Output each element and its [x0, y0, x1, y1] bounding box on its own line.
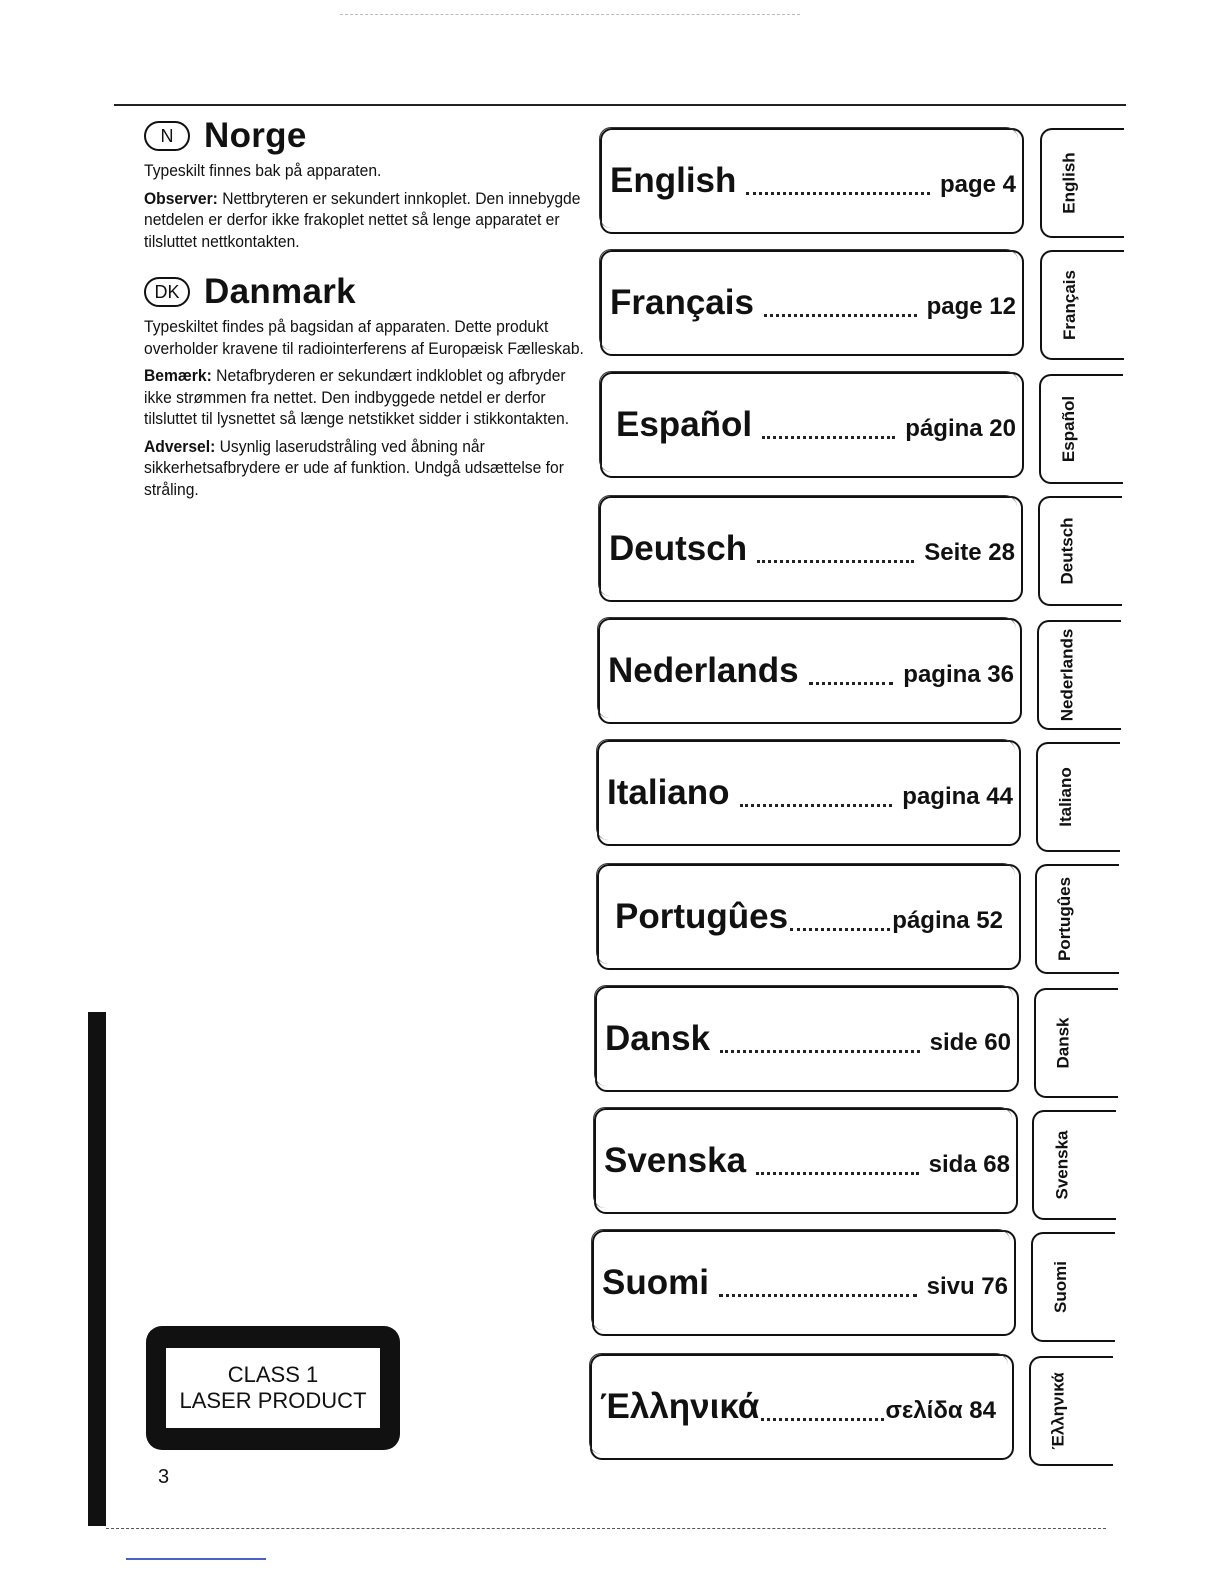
lang-entry-francais[interactable]	[600, 250, 1024, 356]
tab-label-wrap	[1042, 744, 1090, 850]
tab-suomi[interactable]	[1031, 1232, 1115, 1342]
tab-espanol[interactable]	[1039, 374, 1123, 484]
lang-name: English	[610, 161, 737, 200]
tab-ellinika[interactable]	[1029, 1356, 1113, 1466]
tab-italiano[interactable]	[1036, 742, 1120, 852]
tab-label-wrap	[1041, 866, 1089, 972]
lang-page: σελίδα 84	[885, 1397, 996, 1424]
tab-label: Dansk	[1054, 1017, 1073, 1069]
tab-label-wrap	[1040, 990, 1088, 1096]
leader-dots	[764, 314, 917, 317]
tab-label-wrap	[1045, 376, 1093, 482]
lang-entry-deutsch[interactable]	[599, 496, 1023, 602]
danmark-paragraph-2	[144, 365, 586, 430]
leader-dots	[761, 1418, 883, 1421]
tab-label-wrap	[1043, 622, 1091, 728]
tab-label-wrap	[1046, 252, 1094, 358]
lang-entry-nederlands[interactable]	[598, 618, 1022, 724]
leader-dots	[756, 1172, 919, 1175]
lang-entry-italiano[interactable]	[597, 740, 1021, 846]
lang-entry-svenska[interactable]	[594, 1108, 1018, 1214]
lang-name: Svenska	[604, 1141, 747, 1180]
tab-label: Svenska	[1052, 1130, 1071, 1200]
norge-title: Norge	[204, 116, 307, 155]
lang-name: Έλληνικά	[600, 1387, 760, 1426]
lang-page: Seite 28	[924, 539, 1015, 566]
danmark-paragraph-3	[144, 436, 586, 501]
tab-label-wrap	[1037, 1234, 1085, 1340]
tab-label: Deutsch	[1058, 517, 1078, 585]
norge-paragraph-1: Typeskilt finnes bak på apparaten.	[144, 161, 382, 180]
lang-page: pagina 36	[903, 661, 1014, 688]
country-badge-dk: DK	[144, 277, 190, 307]
norge-paragraph-2	[144, 188, 586, 253]
country-notes	[144, 116, 584, 506]
lang-page: página 20	[905, 415, 1016, 442]
lang-page: page 12	[926, 293, 1016, 320]
tab-label: Italiano	[1056, 767, 1076, 827]
bottom-rule	[106, 1528, 1106, 1529]
lang-entry-ellinika[interactable]	[590, 1354, 1014, 1460]
lang-entry-dansk[interactable]	[595, 986, 1019, 1092]
tab-portugues[interactable]	[1035, 864, 1119, 974]
lang-name: Nederlands	[608, 651, 799, 690]
lang-page: sida 68	[928, 1151, 1010, 1178]
page-number: 3	[158, 1466, 170, 1488]
tab-english[interactable]	[1040, 128, 1124, 238]
lang-entry-espanol[interactable]	[600, 372, 1024, 478]
tab-label-wrap	[1046, 130, 1094, 236]
laser-class-line: CLASS 1	[227, 1362, 319, 1387]
danmark-bemaerk-label: Bemærk:	[144, 366, 212, 385]
leader-dots	[757, 560, 914, 563]
norge-observer-label: Observer:	[144, 188, 218, 208]
tab-label: Español	[1059, 395, 1078, 463]
tab-label: Έλληνικά	[1049, 1372, 1068, 1450]
scan-artifact-top	[340, 14, 800, 25]
tab-label: Suomi	[1051, 1261, 1071, 1313]
danmark-title: Danmark	[204, 272, 356, 311]
tab-label-wrap	[1044, 498, 1092, 604]
tab-label-wrap	[1035, 1358, 1083, 1464]
danmark-paragraph-1: Typeskiltet findes på bagsidan af apparaten. Dette produkt overholder kravene til radiointerferens af Europæisk Fælleskab.	[144, 317, 584, 358]
tab-nederlands[interactable]	[1037, 620, 1121, 730]
leader-dots	[809, 682, 894, 685]
laser-product-line: LASER PRODUCT	[179, 1388, 367, 1413]
leader-dots	[762, 436, 895, 439]
lang-name: Deutsch	[609, 529, 748, 568]
tab-dansk[interactable]	[1034, 988, 1118, 1098]
lang-page: page 4	[939, 171, 1016, 198]
lang-name: Portugûes	[615, 897, 789, 936]
leader-dots	[746, 192, 930, 195]
binding-edge	[88, 1012, 106, 1526]
lang-name: Español	[616, 405, 753, 444]
lang-page: side 60	[929, 1029, 1011, 1056]
tab-francais[interactable]	[1040, 250, 1124, 360]
tab-label-wrap	[1038, 1112, 1086, 1218]
lang-name: Français	[610, 283, 754, 322]
lang-page: página 52	[892, 907, 1003, 934]
tab-deutsch[interactable]	[1038, 496, 1122, 606]
laser-label-text	[166, 1348, 380, 1428]
tab-svenska[interactable]	[1032, 1110, 1116, 1220]
lang-entry-english[interactable]	[600, 128, 1024, 234]
country-badge-n: N	[144, 121, 190, 151]
norge-observer-text: Nettbryteren er sekundert innkoplet. Den innebygde netdelen er derfor ikke frakoplet nettet så lenge apparatet er tilsluttet nettkontakten.	[144, 188, 581, 251]
laser-class-label	[146, 1326, 400, 1450]
danmark-adversel-label: Adversel:	[144, 436, 216, 456]
top-rule	[114, 104, 1126, 106]
leader-dots	[720, 1050, 920, 1053]
danmark-bemaerk-text: Netafbryderen er sekundært indkloblet og afbryder ikke strømmen fra nettet. Den indbyggede netdel er derfor tilsluttet til lysnettet så længe netstikket sidder i stikkontakten.	[144, 366, 570, 428]
tab-label: Portugûes	[1055, 876, 1074, 962]
tab-label: English	[1060, 152, 1079, 214]
danmark-heading	[144, 272, 584, 312]
lang-name: Dansk	[605, 1019, 711, 1058]
lang-page: sivu 76	[926, 1273, 1008, 1300]
lang-page: pagina 44	[902, 783, 1013, 810]
tab-label: Français	[1060, 270, 1079, 340]
danmark-adversel-text: Usynlig laserudstråling ved åbning når sikkerhetsafbrydere er ude af funktion. Undgå udsættelse for stråling.	[144, 436, 564, 499]
leader-dots	[790, 928, 890, 931]
lang-name: Italiano	[607, 773, 730, 812]
lang-entry-suomi[interactable]	[592, 1230, 1016, 1336]
lang-name: Suomi	[602, 1263, 709, 1302]
leader-dots	[719, 1294, 917, 1297]
norge-heading	[144, 116, 584, 156]
lang-entry-portugues[interactable]	[597, 864, 1021, 970]
leader-dots	[740, 804, 893, 807]
tab-label: Nederlands	[1057, 628, 1076, 722]
bottom-blue-line	[126, 1558, 266, 1560]
